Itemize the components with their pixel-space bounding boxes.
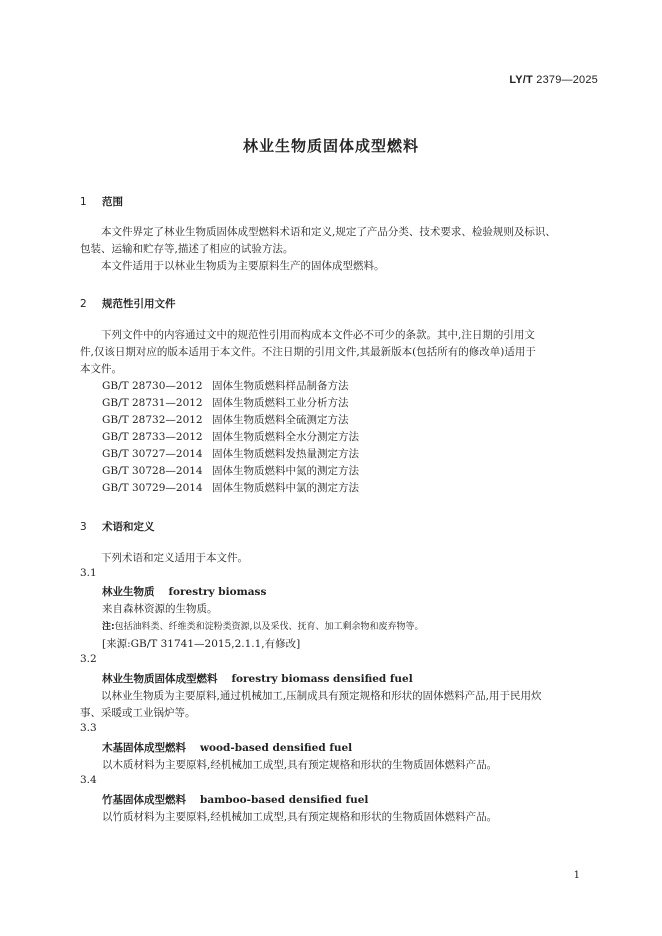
reference-code: GB/T 30729—2014 [102,482,203,494]
reference-item [102,429,359,444]
page-number: 1 [573,870,580,881]
section-3-number: 3 [80,521,87,533]
reference-item [102,395,349,410]
term-name [102,671,413,686]
term-definition: 来自森林资源的生物质。 [102,603,218,615]
term-number: 3.3 [80,722,97,734]
section-2-paragraph-line-2: 件,仅该日期对应的版本适用于本文件。不注日期的引用文件,其最新版本(包括所有的修改单)适用于 [80,346,536,358]
term-name-zh: 林业生物质 [102,586,155,598]
reference-code: GB/T 28733—2012 [102,431,203,443]
section-1-paragraph-1-line-2: 包装、运输和贮存等,描述了相应的试验方法。 [80,243,294,255]
term-name-zh: 木基固体成型燃料 [102,742,186,754]
reference-title: 固体生物质燃料样品制备方法 [212,380,349,392]
note-text: 包括油料类、纤维类和淀粉类资源,以及采伐、抚育、加工剩余物和废弃物等。 [114,622,424,632]
reference-title: 固体生物质燃料中氮的测定方法 [212,465,359,477]
reference-item [102,378,349,393]
section-1-title: 范围 [102,196,123,208]
section-2-heading [80,296,176,311]
standard-code-number: 2379—2025 [536,74,598,86]
document-title: 林业生物质固体成型燃料 [242,137,419,155]
reference-item [102,446,359,461]
standard-code-prefix: LY/T [509,74,533,86]
term-definition: 以竹质材料为主要原料,经机械加工成型,具有预定规格和形状的生物质固体燃料产品。 [102,811,498,823]
term-definition-line-2: 事、采暖或工业锅炉等。 [80,707,196,719]
term-definition: 以木质材料为主要原料,经机械加工成型,具有预定规格和形状的生物质固体燃料产品。 [102,759,498,771]
section-2-paragraph-line-3: 本文件。 [80,363,122,375]
term-name-en: wood-based densified fuel [200,742,353,754]
term-source: [来源:GB/T 31741—2015,2.1.1,有修改] [102,638,301,650]
reference-title: 固体生物质燃料工业分析方法 [212,397,349,409]
section-3-heading [80,519,155,534]
reference-code: GB/T 28731—2012 [102,397,203,409]
reference-title: 固体生物质燃料中氯的测定方法 [212,482,359,494]
section-1-heading [80,194,123,209]
section-1-number: 1 [80,196,87,208]
term-number: 3.1 [80,567,97,579]
section-3-intro: 下列术语和定义适用于本文件。 [101,552,248,564]
reference-item [102,412,349,427]
term-name-zh: 竹基固体成型燃料 [102,794,186,806]
section-1-paragraph-2: 本文件适用于以林业生物质为主要原料生产的固体成型燃料。 [101,260,385,272]
reference-item [102,480,359,495]
section-3-title: 术语和定义 [102,521,155,533]
term-note [102,619,423,632]
reference-item [102,463,359,478]
term-name-en: bamboo-based densified fuel [200,794,369,806]
reference-code: GB/T 30728—2014 [102,465,203,477]
reference-title: 固体生物质燃料全硫测定方法 [212,414,349,426]
reference-title: 固体生物质燃料发热量测定方法 [212,448,359,460]
term-name [102,584,266,599]
reference-code: GB/T 30727—2014 [102,448,203,460]
standard-code [509,74,598,86]
term-name [102,740,352,755]
term-name [102,792,368,807]
term-name-en: forestry biomass [168,586,267,598]
note-label: 注: [102,622,115,632]
section-2-title: 规范性引用文件 [102,298,176,310]
term-number: 3.4 [80,774,97,786]
term-name-en: forestry biomass densified fuel [231,673,413,685]
reference-code: GB/T 28732—2012 [102,414,203,426]
term-number: 3.2 [80,653,97,665]
term-name-zh: 林业生物质固体成型燃料 [102,673,218,685]
section-1-paragraph-1-line-1: 本文件界定了林业生物质固体成型燃料术语和定义,规定了产品分类、技术要求、检验规则及标识、 [101,226,556,238]
section-2-number: 2 [80,298,87,310]
term-definition-line-1: 以林业生物质为主要原料,通过机械加工,压制成具有预定规格和形状的固体燃料产品,用于民用炊 [101,690,542,702]
reference-code: GB/T 28730—2012 [102,380,203,392]
section-2-paragraph-line-1: 下列文件中的内容通过文中的规范性引用而构成本文件必不可少的条款。其中,注日期的引用文 [101,329,535,341]
reference-title: 固体生物质燃料全水分测定方法 [212,431,359,443]
